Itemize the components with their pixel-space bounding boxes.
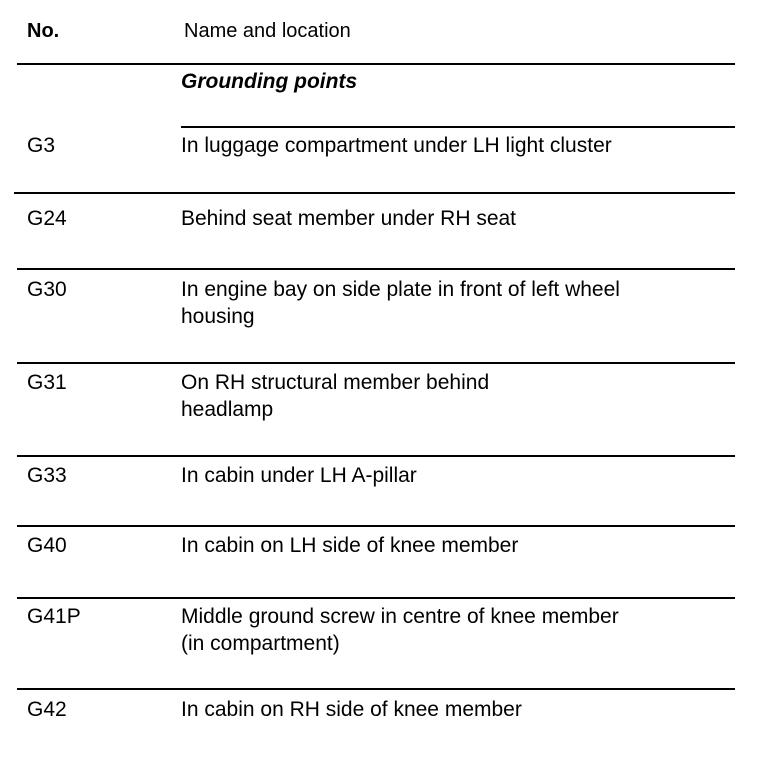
row-number: G40 — [27, 534, 67, 557]
row-location: In cabin on RH side of knee member — [181, 698, 522, 721]
row-location: In engine bay on side plate in front of left wheel housing — [181, 278, 620, 328]
row-number: G31 — [27, 371, 67, 394]
row-divider — [17, 455, 735, 457]
column-header-no: No. — [27, 20, 60, 42]
row-location: In luggage compartment under LH light cluster — [181, 134, 612, 157]
row-divider — [17, 268, 735, 270]
row-divider — [17, 688, 735, 690]
row-number: G3 — [27, 134, 56, 157]
row-divider — [181, 126, 735, 128]
column-header-name: Name and location — [184, 20, 351, 42]
row-location: On RH structural member behind headlamp — [181, 371, 490, 421]
row-number: G41P — [27, 605, 81, 628]
row-divider — [17, 525, 735, 527]
header-divider — [17, 63, 735, 65]
section-title: Grounding points — [181, 70, 358, 93]
row-divider — [17, 597, 735, 599]
row-location: Middle ground screw in centre of knee member (in compartment) — [181, 605, 619, 655]
row-divider — [17, 362, 735, 364]
row-location: Behind seat member under RH seat — [181, 207, 517, 230]
row-number: G30 — [27, 278, 67, 301]
row-location: In cabin under LH A-pillar — [181, 464, 417, 487]
row-location: In cabin on LH side of knee member — [181, 534, 519, 557]
row-divider — [14, 192, 735, 194]
row-number: G42 — [27, 698, 67, 721]
row-number: G24 — [27, 207, 67, 230]
row-number: G33 — [27, 464, 67, 487]
